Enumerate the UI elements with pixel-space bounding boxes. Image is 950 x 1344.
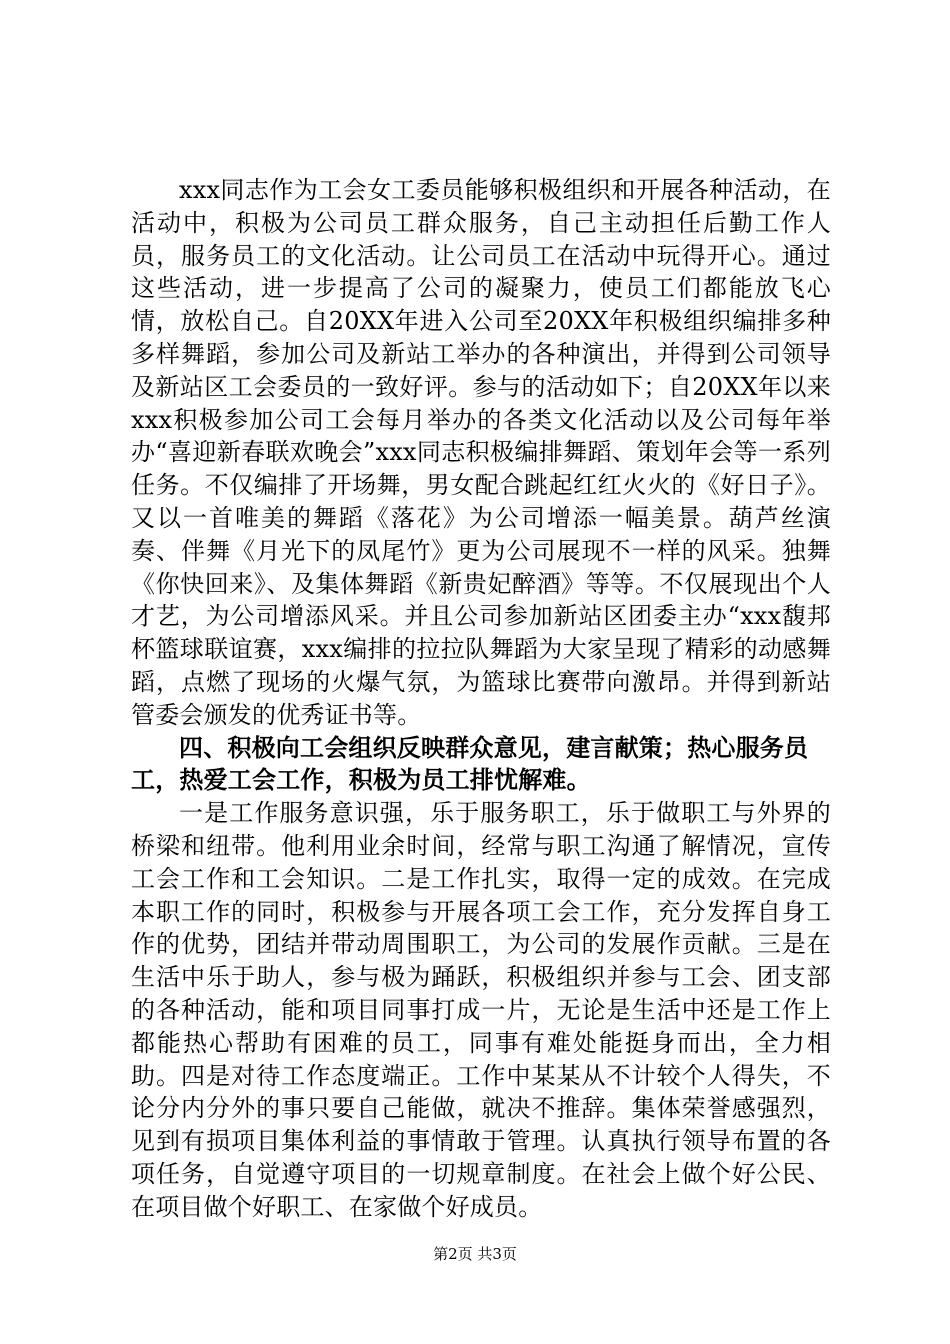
section-heading-4: 四、积极向工会组织反映群众意见，建言献策；热心服务员工，热爱工会工作，积极为员工排忧解难。 bbox=[131, 732, 809, 795]
page-number-footer: 第2页 共3页 bbox=[433, 1245, 517, 1263]
paragraph-service: 一是工作服务意识强，乐于服务职工，乐于做职工与外界的桥梁和纽带。他利用业余时间，经常与职工沟通了解情况，宣传工会工作和工会知识。二是工作扎实，取得一定的成效。在完成本职工作的同时，积极参与开展各项工会工作，充分发挥自身工作的优势，团结并带动周围职工，为公司的发展作贡献。三是在生活中乐于助人，参与极为踊跃，积极组织并参与工会、团支部的各种活动，能和项目同事打成一片，无论是生活中还是工作上都能热心帮助有困难的员工，同事有难处能挺身而出，全力相助。四是对待工作态度端正。工作中某某从不计较个人得失，不论分内分外的事只要自己能做，就决不推辞。集体荣誉感强烈，见到有损项目集体利益的事情敢于管理。认真执行领导布置的各项任务，自觉遵守项目的一切规章制度。在社会上做个好公民、在项目做个好职工、在家做个好成员。 bbox=[131, 799, 831, 1221]
document-body bbox=[131, 174, 831, 1224]
paragraph-activities: xxx同志作为工会女工委员能够积极组织和开展各种活动，在活动中，积极为公司员工群众服务，自己主动担任后勤工作人员，服务员工的文化活动。让公司员工在活动中玩得开心。通过这些活动，进一步提高了公司的凝聚力，使员工们都能放飞心情，放松自己。自20XX年进入公司至20XX年积极组织编排多种多样舞蹈，参加公司及新站工举办的各种演出，并得到公司领导及新站区工会委员的一致好评。参与的活动如下；自20XX年以来xxx积极参加公司工会每月举办的各类文化活动以及公司每年举办“喜迎新春联欢晚会”xxx同志积极编排舞蹈、策划年会等一系列任务。不仅编排了开场舞，男女配合跳起红红火火的《好日子》。又以一首唯美的舞蹈《落花》为公司增添一幅美景。葫芦丝演奏、伴舞《月光下的凤尾竹》更为公司展现不一样的风采。独舞《你快回来》、及集体舞蹈《新贵妃醉酒》等等。不仅展现出个人才艺，为公司增添风采。并且公司参加新站区团委主办“xxx馥邦杯篮球联谊赛，xxx编排的拉拉队舞蹈为大家呈现了精彩的动感舞蹈，点燃了现场的火爆气氛，为篮球比赛带向激昂。并得到新站管委会颁发的优秀证书等。 bbox=[131, 176, 831, 729]
